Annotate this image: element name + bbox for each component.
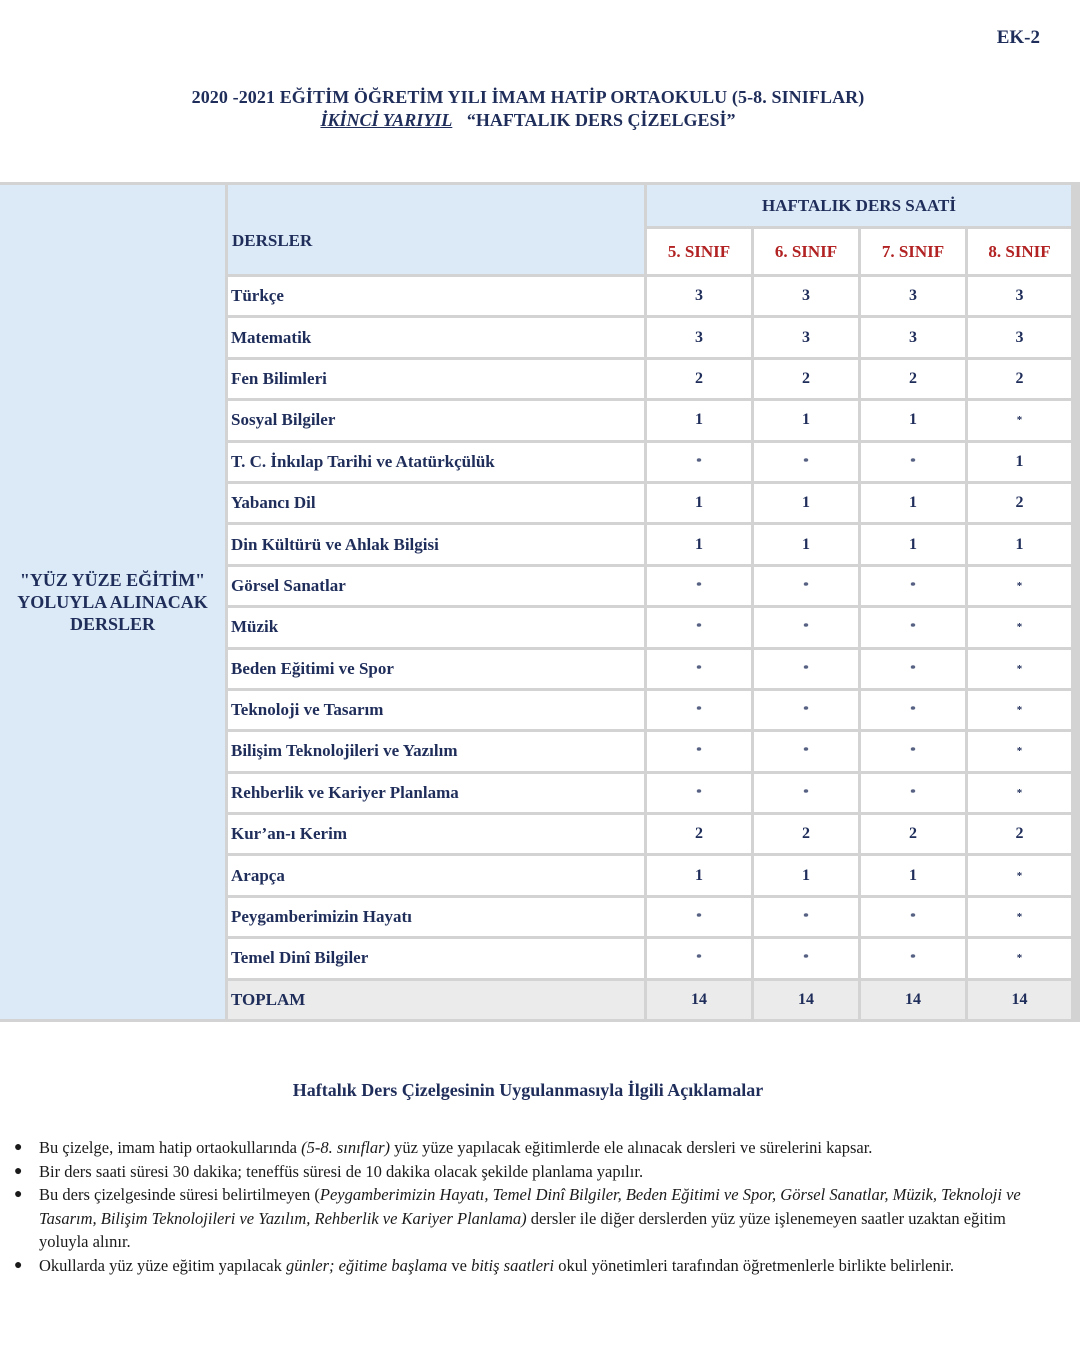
course-name: Teknoloji ve Tasarım (228, 691, 644, 729)
hours-cell: 2 (861, 815, 965, 853)
hours-cell: 1 (861, 401, 965, 439)
grade-header: 6. SINIF (754, 229, 858, 274)
hours-cell: * (861, 443, 965, 481)
bullet-icon: ● (14, 1140, 23, 1155)
hours-cell: * (861, 939, 965, 977)
hours-cell: 2 (861, 360, 965, 398)
hours-cell: 1 (754, 484, 858, 522)
course-name: Arapça (228, 856, 644, 894)
hours-cell: 1 (861, 484, 965, 522)
hours-cell: 3 (647, 277, 751, 315)
course-name: T. C. İnkılap Tarihi ve Atatürkçülük (228, 443, 644, 481)
hours-cell: 2 (647, 360, 751, 398)
hours-cell: * (968, 650, 1071, 688)
hours-cell: * (754, 567, 858, 605)
hours-cell: * (647, 732, 751, 770)
page-title: 2020 -2021 EĞİTİM ÖĞRETİM YILI İMAM HATİP ORTAOKULU (5-8. SINIFLAR) (191, 87, 865, 107)
total-label: TOPLAM (228, 981, 644, 1019)
hours-cell: 2 (968, 360, 1071, 398)
semester-label: İKİNCİ YARIYIL (320, 110, 453, 130)
face-to-face-label (0, 185, 225, 1019)
hours-cell: 3 (861, 318, 965, 356)
hours-cell: * (647, 898, 751, 936)
note-item: ● Bu ders çizelgesinde süresi belirtilmeyen (Peygamberimizin Hayatı, Temel Dinî Bilgiler, Beden Eğitimi ve Spor, Görsel Sanatlar, Müzik, Teknoloji ve Tasarım, Bilişim Teknolojileri ve Yazılım, Rehberlik ve Kariyer Planlama) dersler ile diğer derslerden yüz yüze işlenemeyen saatler uzaktan eğitim yoluyla alınır. (14, 1185, 1021, 1251)
course-name: Bilişim Teknolojileri ve Yazılım (228, 732, 644, 770)
hours-cell: 1 (754, 401, 858, 439)
hours-cell: * (861, 774, 965, 812)
course-name: Temel Dinî Bilgiler (228, 939, 644, 977)
course-name: Beden Eğitimi ve Spor (228, 650, 644, 688)
course-name: Din Kültürü ve Ahlak Bilgisi (228, 525, 644, 563)
hours-cell: * (968, 774, 1071, 812)
course-name: Görsel Sanatlar (228, 567, 644, 605)
hours-cell: 1 (647, 401, 751, 439)
hours-cell: * (968, 856, 1071, 894)
course-name: Fen Bilimleri (228, 360, 644, 398)
hours-cell: 1 (968, 525, 1071, 563)
hours-cell: 1 (647, 525, 751, 563)
course-name: Yabancı Dil (228, 484, 644, 522)
hours-cell: 3 (968, 318, 1071, 356)
course-name: Sosyal Bilgiler (228, 401, 644, 439)
total-hours-cell: 14 (754, 981, 858, 1019)
annex-label: EK-2 (996, 27, 1040, 48)
hours-cell: 2 (754, 815, 858, 853)
hours-cell: * (968, 567, 1071, 605)
hours-cell: * (754, 939, 858, 977)
note-item: ● Bu çizelge, imam hatip ortaokullarında (5-8. sınıflar) yüz yüze yapılacak eğitimlerde ele alınacak dersleri ve sürelerini kapsar. (14, 1136, 1024, 1160)
side-label-line: YOLUYLA ALINACAK (17, 592, 208, 613)
hours-cell: 1 (861, 525, 965, 563)
hours-cell: * (647, 608, 751, 646)
side-label-line: DERSLER (69, 614, 156, 635)
notes-list (14, 1136, 1024, 1277)
hours-cell: 1 (754, 856, 858, 894)
total-hours-cell: 14 (647, 981, 751, 1019)
hours-cell: 3 (861, 277, 965, 315)
hours-cell: 2 (754, 360, 858, 398)
hours-cell: * (647, 939, 751, 977)
course-name: Matematik (228, 318, 644, 356)
note-item: ● Okullarda yüz yüze eğitim yapılacak günler; eğitime başlama ve bitiş saatleri okul yönetimleri tarafından öğretmenlerle birlikte belirlenir. (14, 1254, 1024, 1278)
schedule-label: “HAFTALIK DERS ÇİZELGESİ” (466, 110, 736, 130)
hours-cell: * (861, 608, 965, 646)
course-name: Kur’an-ı Kerim (228, 815, 644, 853)
weekly-schedule-table (0, 182, 1080, 1022)
bullet-icon: ● (14, 1187, 23, 1202)
hours-cell: * (754, 898, 858, 936)
hours-cell: 1 (647, 856, 751, 894)
grade-header: 7. SINIF (861, 229, 965, 274)
hours-cell: 1 (647, 484, 751, 522)
hours-cell: * (754, 691, 858, 729)
hours-cell: * (754, 650, 858, 688)
note-item: ● Bir ders saati süresi 30 dakika; teneffüs süresi de 10 dakika olacak şekilde planlama yapılır. (14, 1160, 1024, 1184)
course-name: Rehberlik ve Kariyer Planlama (228, 774, 644, 812)
course-name: Türkçe (228, 277, 644, 315)
hours-cell: 1 (861, 856, 965, 894)
grade-header: 5. SINIF (647, 229, 751, 274)
courses-header: DERSLER (228, 185, 644, 274)
total-hours-cell: 14 (861, 981, 965, 1019)
hours-cell: * (968, 401, 1071, 439)
hours-cell: 3 (647, 318, 751, 356)
hours-cell: 1 (968, 443, 1071, 481)
hours-cell: * (647, 443, 751, 481)
grade-header: 8. SINIF (968, 229, 1071, 274)
hours-cell: * (754, 732, 858, 770)
hours-cell: 2 (968, 484, 1071, 522)
hours-cell: 3 (754, 277, 858, 315)
hours-cell: 3 (754, 318, 858, 356)
hours-cell: 3 (968, 277, 1071, 315)
hours-cell: * (968, 691, 1071, 729)
hours-cell: * (968, 732, 1071, 770)
hours-cell: 2 (647, 815, 751, 853)
hours-cell: * (861, 691, 965, 729)
hours-cell: * (861, 650, 965, 688)
page-subtitle (0, 110, 1056, 131)
total-hours-cell: 14 (968, 981, 1071, 1019)
hours-cell: * (647, 567, 751, 605)
hours-cell: * (754, 608, 858, 646)
hours-cell: * (861, 898, 965, 936)
bullet-icon: ● (14, 1163, 23, 1179)
side-label-line: "YÜZ YÜZE EĞİTİM" (19, 570, 206, 591)
hours-cell: * (647, 774, 751, 812)
hours-cell: * (754, 443, 858, 481)
hours-cell: * (968, 939, 1071, 977)
hours-cell: * (968, 898, 1071, 936)
hours-cell: * (754, 774, 858, 812)
hours-cell: 1 (754, 525, 858, 563)
bullet-icon: ● (14, 1257, 23, 1273)
course-name: Müzik (228, 608, 644, 646)
hours-cell: 2 (968, 815, 1071, 853)
hours-cell: * (861, 567, 965, 605)
weekly-hours-header: HAFTALIK DERS SAATİ (647, 185, 1071, 226)
hours-cell: * (968, 608, 1071, 646)
notes-title: Haftalık Ders Çizelgesinin Uygulanmasıyla İlgili Açıklamalar (292, 1080, 764, 1100)
hours-cell: * (647, 650, 751, 688)
hours-cell: * (861, 732, 965, 770)
course-name: Peygamberimizin Hayatı (228, 898, 644, 936)
hours-cell: * (647, 691, 751, 729)
